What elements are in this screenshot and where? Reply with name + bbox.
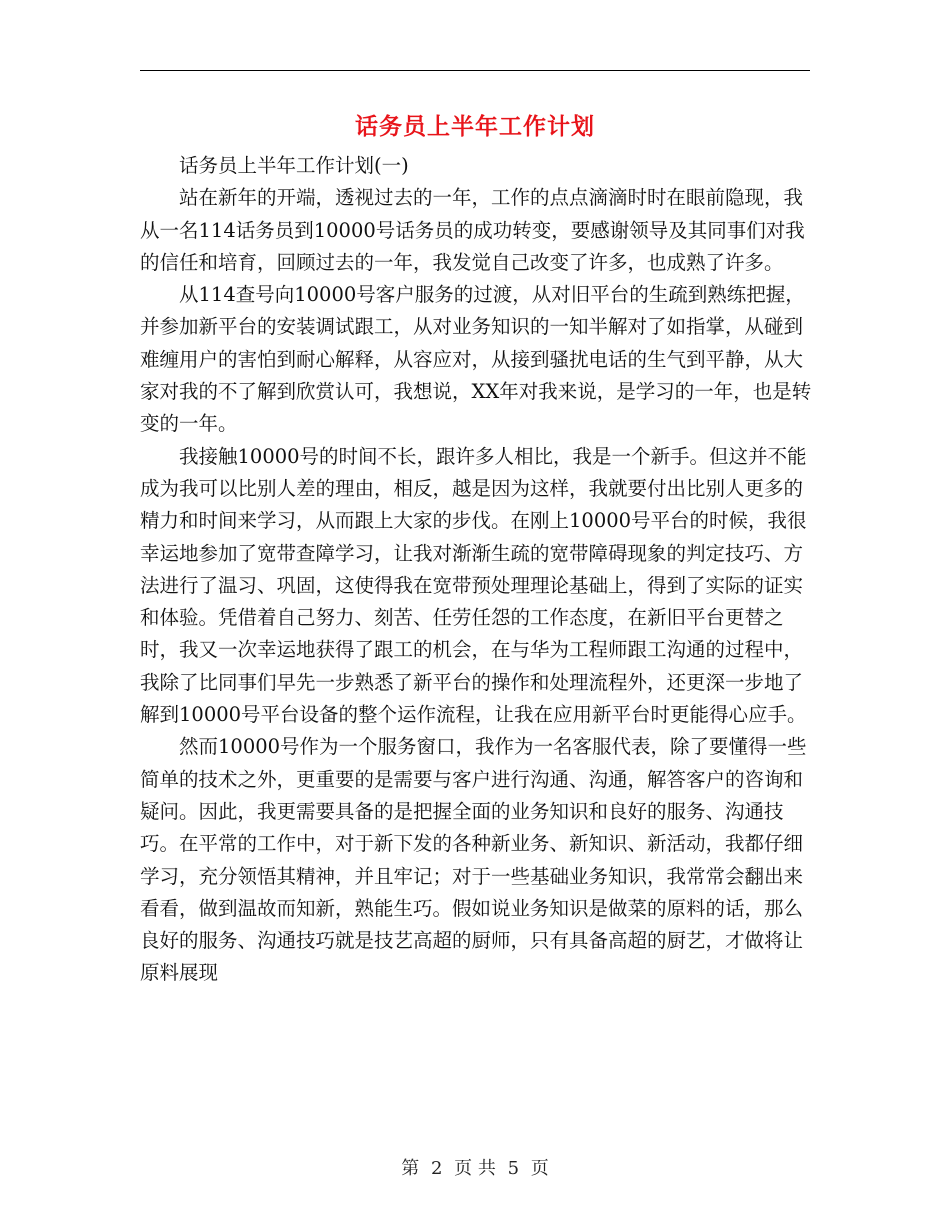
footer-prefix: 第 [401,1158,420,1179]
footer-total-pages: 5 [507,1158,520,1179]
document-title: 话务员上半年工作计划 [355,114,595,140]
header-rule [140,70,810,71]
paragraph-2: 从114查号向10000号客户服务的过渡，从对旧平台的生疏到熟练把握，并参加新平台的安装调试跟工，从对业务知识的一知半解对了如指掌，从碰到难缠用户的害怕到耐心解释，从容应对，从接到骚扰电话的生气到平静，从大家对我的不了解到欣赏认可，我想说，XX年对我来说，是学习的一年，也是转变的一年。 [140,283,812,436]
footer-current-page: 2 [430,1158,443,1179]
footer-middle: 页 共 [454,1158,496,1179]
section-subtitle: 话务员上半年工作计划(一) [179,154,409,177]
document-body [140,150,812,990]
footer-suffix: 页 [530,1158,549,1179]
paragraph-3: 我接触10000号的时间不长，跟许多人相比，我是一个新手。但这并不能成为我可以比别人差的理由，相反，越是因为这样，我就要付出比别人更多的精力和时间来学习，从而跟上大家的步伐。在刚上10000号平台的时候，我很幸运地参加了宽带查障学习，让我对渐渐生疏的宽带障碍现象的判定技巧、方法进行了温习、巩固，这使得我在宽带预处理理论基础上，得到了实际的证实和体验。凭借着自己努力、刻苦、任劳任怨的工作态度，在新旧平台更替之时，我又一次幸运地获得了跟工的机会，在与华为工程师跟工沟通的过程中，我除了比同事们早先一步熟悉了新平台的操作和处理流程外，还更深一步地了解到10000号平台设备的整个运作流程，让我在应用新平台时更能得心应手。 [140,444,807,727]
paragraph-4: 然而10000号作为一个服务窗口，我作为一名客服代表，除了要懂得一些简单的技术之外，更重要的是需要与客户进行沟通、沟通，解答客户的咨询和疑问。因此，我更需要具备的是把握全面的业务知识和良好的服务、沟通技巧。在平常的工作中，对于新下发的各种新业务、新知识、新活动，我都仔细学习，充分领悟其精神，并且牢记；对于一些基础业务知识，我常常会翻出来看看，做到温故而知新，熟能生巧。假如说业务知识是做菜的原料的话，那么良好的服务、沟通技巧就是技艺高超的厨师，只有具备高超的厨艺，才做将让原料展现 [140,735,807,985]
page-footer [0,1154,950,1180]
paragraph-1: 站在新年的开端，透视过去的一年，工作的点点滴滴时时在眼前隐现，我从一名114话务员到10000号话务员的成功转变，要感谢领导及其同事们对我的信任和培育，回顾过去的一年，我发觉自己改变了许多，也成熟了许多。 [140,186,805,274]
